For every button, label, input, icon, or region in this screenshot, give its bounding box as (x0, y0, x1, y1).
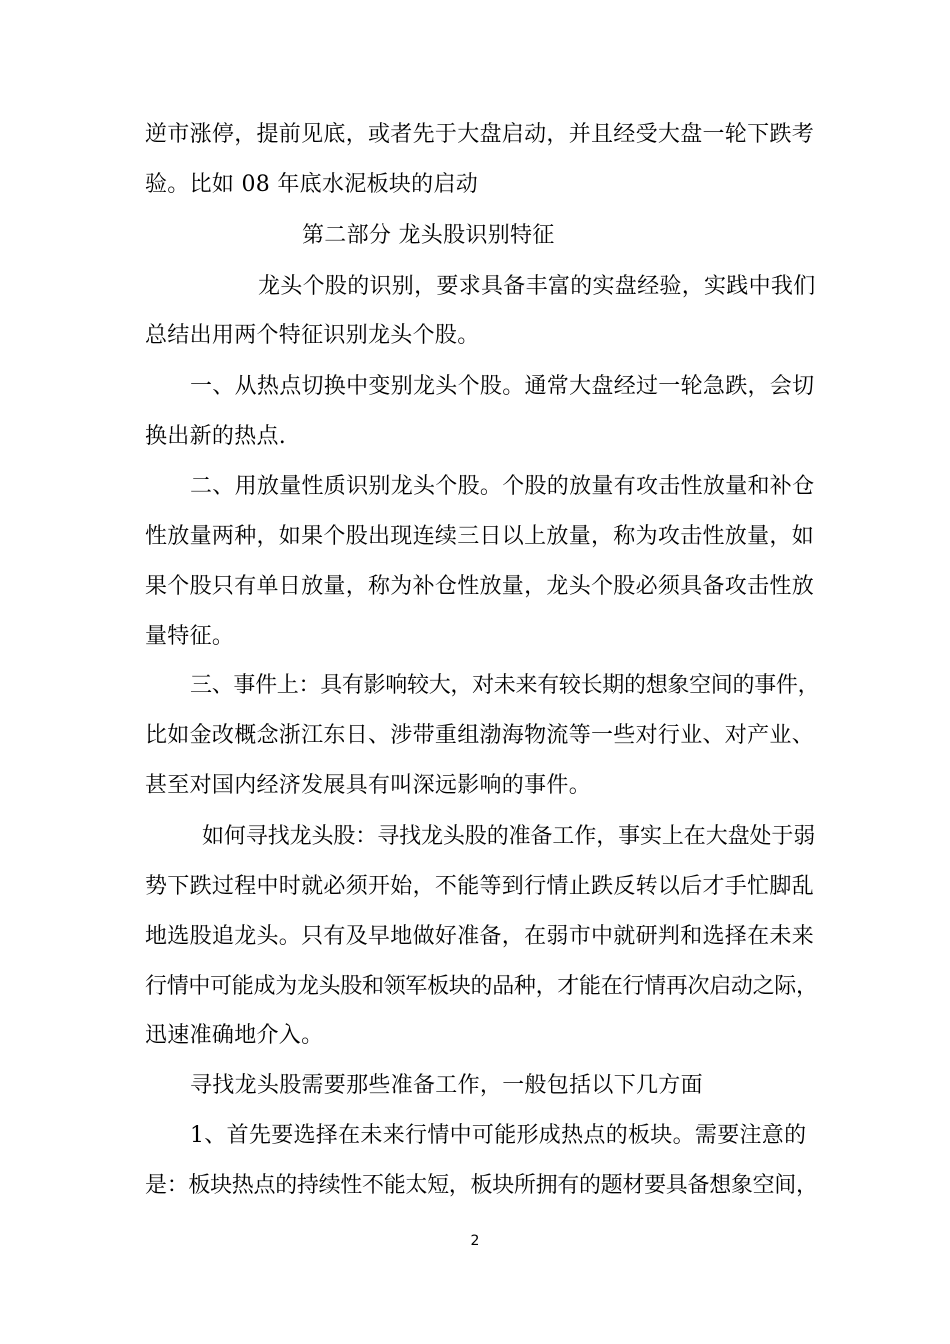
text-line: 换出新的热点. (145, 424, 287, 449)
text-line: 地选股追龙头。只有及早地做好准备，在弱市中就研判和选择在未来 (145, 924, 815, 949)
page-number: 2 (470, 1233, 480, 1249)
text-line: 如何寻找龙头股：寻找龙头股的准备工作，事实上在大盘处于弱 (202, 824, 816, 849)
text-line: 1、首先要选择在未来行情中可能形成热点的板块。需要注意的 (190, 1123, 807, 1148)
text-line: 龙头个股的识别，要求具备丰富的实盘经验，实践中我们 (258, 274, 816, 299)
text-line: 量特征。 (145, 624, 235, 649)
text-line: 寻找龙头股需要那些准备工作，一般包括以下几方面 (190, 1073, 703, 1098)
text-line: 势下跌过程中时就必须开始，不能等到行情止跌反转以后才手忙脚乱 (145, 874, 815, 899)
text-line: 甚至对国内经济发展具有叫深远影响的事件。 (145, 773, 592, 798)
text-line: 性放量两种，如果个股出现连续三日以上放量，称为攻击性放量，如 (145, 524, 815, 549)
text-line: 行情中可能成为龙头股和领军板块的品种，才能在行情再次启动之际， (145, 974, 818, 999)
text-line: 迅速准确地介入。 (145, 1023, 324, 1048)
text-line: 三、事件上：具有影响较大，对未来有较长期的想象空间的事件， (190, 673, 820, 698)
text-line: 验。比如 08 年底水泥板块的启动 (145, 172, 479, 197)
text-line: 是：板块热点的持续性不能太短，板块所拥有的题材要具备想象空间， (145, 1173, 818, 1198)
text-line: 二、用放量性质识别龙头个股。个股的放量有攻击性放量和补仓 (190, 474, 815, 499)
text-line: 逆市涨停，提前见底，或者先于大盘启动，并且经受大盘一轮下跌考 (145, 122, 815, 147)
section-heading: 第二部分 龙头股识别特征 (302, 223, 555, 248)
text-line: 总结出用两个特征识别龙头个股。 (145, 323, 480, 348)
text-line: 果个股只有单日放量，称为补仓性放量，龙头个股必须具备攻击性放 (145, 574, 815, 599)
text-line: 一、从热点切换中变别龙头个股。通常大盘经过一轮急跌，会切 (190, 374, 815, 399)
text-line: 比如金改概念浙江东日、涉带重组渤海物流等一些对行业、对产业、 (145, 723, 815, 748)
